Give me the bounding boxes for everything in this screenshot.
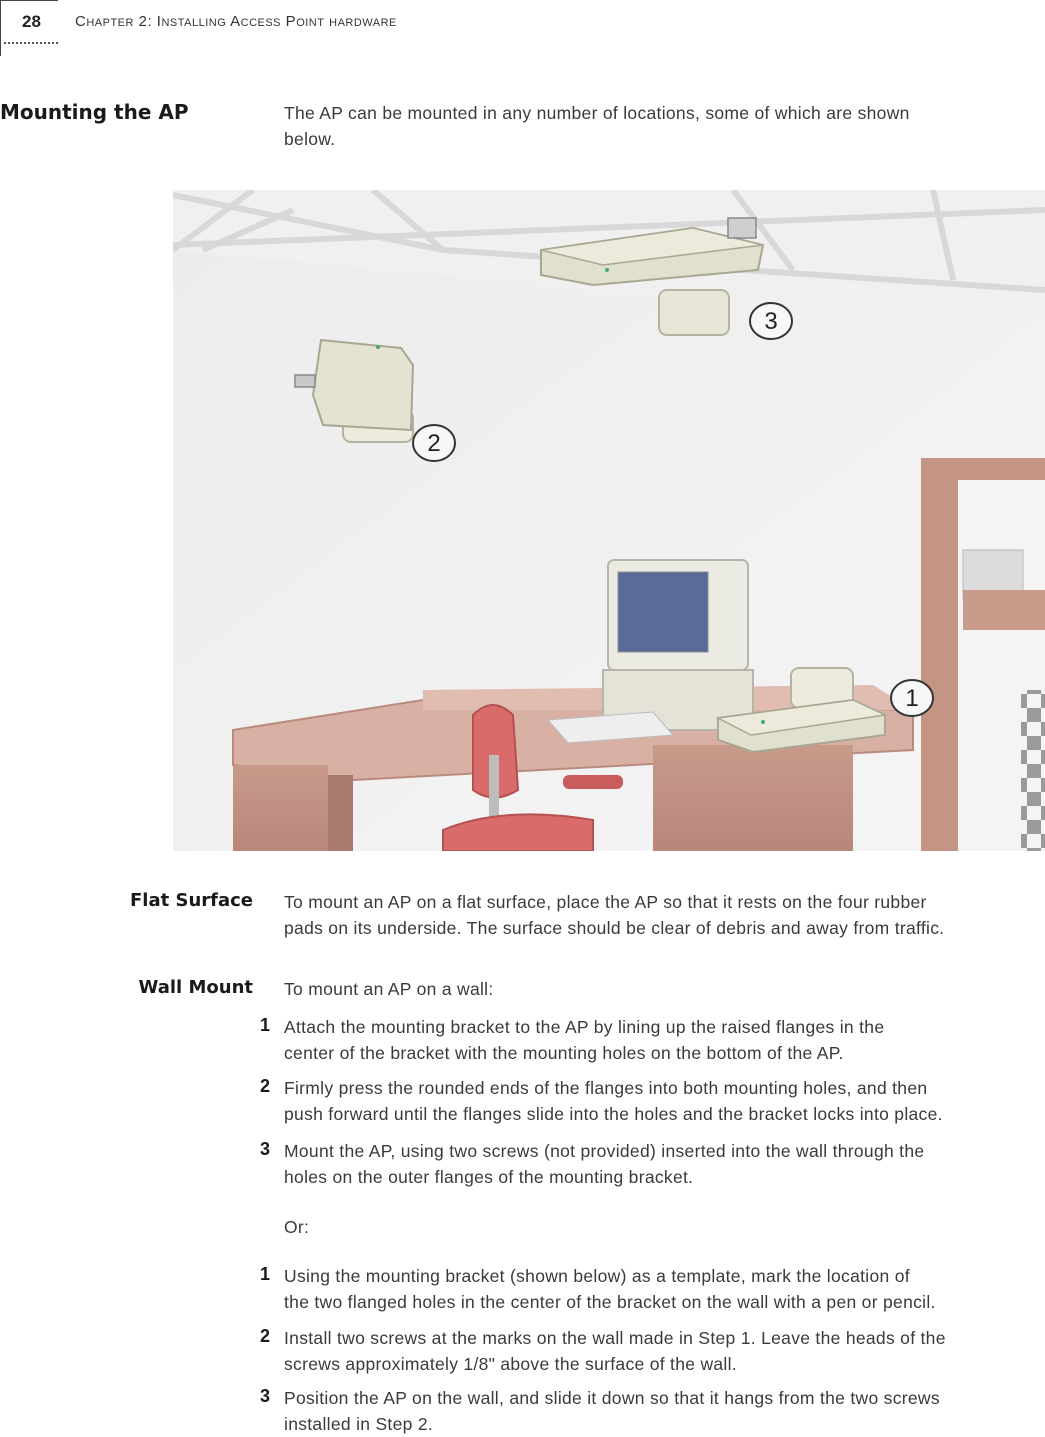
step-a3-text (284, 1138, 1044, 1190)
step-a2-line-2: push forward until the flanges slide into the holes and the bracket locks into place. (284, 1104, 943, 1124)
step-a2-line-1: Firmly press the rounded ends of the flanges into both mounting holes, and then (284, 1078, 928, 1098)
step-a1-text (284, 1014, 1044, 1066)
step-a2-number: 2 (259, 1076, 270, 1096)
step-b3-number: 3 (259, 1386, 270, 1406)
step-b3-text (284, 1385, 1044, 1437)
step-b2-line-1: Install two screws at the marks on the wall made in Step 1. Leave the heads of the (284, 1328, 946, 1348)
page-header (0, 0, 1045, 60)
intro-line-2: below. (284, 129, 336, 149)
flat-surface-line-2: pads on its underside. The surface should be clear of debris and away from traffic. (284, 918, 945, 938)
step-b1-line-1: Using the mounting bracket (shown below) as a template, mark the location of (284, 1266, 910, 1286)
step-b1-line-2: the two flanged holes in the center of the bracket on the wall with a pen or pencil. (284, 1292, 936, 1312)
step-a2-text (284, 1075, 1044, 1127)
svg-text:3: 3 (764, 308, 778, 335)
flat-surface-paragraph (284, 889, 1044, 941)
section-title: Mounting the AP (0, 100, 189, 124)
step-b2-line-2: screws approximately 1/8" above the surface of the wall. (284, 1354, 737, 1374)
step-b2-number: 2 (259, 1326, 270, 1346)
step-b1-text (284, 1263, 1044, 1315)
step-a3-line-2: holes on the outer flanges of the mounting bracket. (284, 1167, 694, 1187)
doorway (921, 458, 1045, 851)
svg-text:2: 2 (427, 430, 441, 457)
step-b3-line-2: installed in Step 2. (284, 1414, 434, 1434)
step-a1-line-2: center of the bracket with the mounting holes on the bottom of the AP. (284, 1043, 844, 1063)
office-scene (173, 190, 1045, 851)
mounting-locations-illustration (173, 190, 1045, 851)
wall-mount-heading: Wall Mount (138, 977, 253, 998)
flat-surface-heading: Flat Surface (130, 890, 253, 911)
running-title: Chapter 2: Installing Access Point hardware (75, 13, 397, 30)
callout-2 (411, 423, 457, 463)
step-a1-number: 1 (259, 1015, 270, 1035)
callout-3 (748, 301, 794, 341)
step-b1-number: 1 (259, 1264, 270, 1284)
page-number: 28 (22, 12, 41, 31)
step-a3-number: 3 (259, 1139, 270, 1159)
flat-surface-line-1: To mount an AP on a flat surface, place the AP so that it rests on the four rubber (284, 892, 927, 912)
header-dotted-rule (4, 42, 58, 50)
step-a1-line-1: Attach the mounting bracket to the AP by lining up the raised flanges in the (284, 1017, 885, 1037)
or-text: Or: (284, 1217, 310, 1237)
step-b2-text (284, 1325, 1044, 1377)
intro-paragraph (284, 100, 1044, 152)
step-b3-line-1: Position the AP on the wall, and slide it down so that it hangs from the two screws (284, 1388, 940, 1408)
svg-text:1: 1 (905, 685, 919, 712)
wall-mount-intro: To mount an AP on a wall: (284, 979, 494, 999)
intro-line-1: The AP can be mounted in any number of locations, some of which are shown (284, 103, 910, 123)
callout-1 (889, 678, 935, 718)
step-a3-line-1: Mount the AP, using two screws (not provided) inserted into the wall through the (284, 1141, 925, 1161)
